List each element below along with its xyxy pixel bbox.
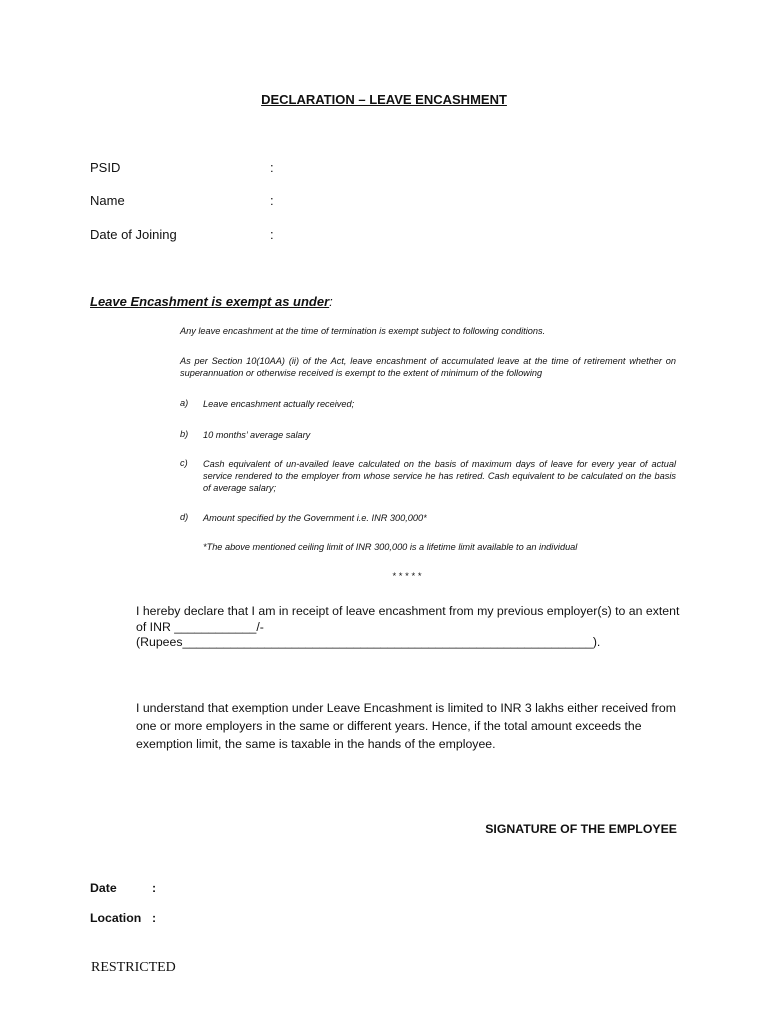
name-label: Name (90, 193, 125, 208)
separator-stars: * * * * * (392, 571, 422, 582)
section-heading-colon: : (329, 294, 333, 309)
document-title: DECLARATION – LEAVE ENCASHMENT (261, 92, 507, 107)
declaration-understanding: I understand that exemption under Leave Encashment is limited to INR 3 lakhs either received from one or more employers in the same or different years. Hence, if the total amount exceeds the exemption limit, the same is taxable in the hands of the employee. (136, 701, 676, 751)
psid-colon: : (270, 160, 274, 175)
date-colon: : (152, 881, 157, 895)
item-b-text: 10 months’ average salary (203, 430, 311, 440)
section-heading-text: Leave Encashment is exempt as under (90, 294, 330, 309)
section-heading (90, 294, 333, 309)
classification-footer: RESTRICTED (91, 960, 176, 975)
ceiling-note: *The above mentioned ceiling limit of INR 300,000 is a lifetime limit available to an individual (203, 542, 578, 552)
date-of-joining-colon: : (270, 227, 274, 242)
date-of-joining-label: Date of Joining (90, 227, 177, 242)
item-c-letter: c) (180, 458, 188, 468)
exemption-intro: Any leave encashment at the time of termination is exempt subject to following conditions. (180, 326, 546, 336)
item-b-letter: b) (180, 429, 189, 439)
section-10-paragraph: As per Section 10(10AA) (ii) of the Act, leave encashment of accumulated leave at the time of retirement whether on superannuation or otherwise received is exempt to the extent of minimum of the following (180, 356, 676, 378)
item-c-text: Cash equivalent of un-availed leave calculated on the basis of maximum days of leave for every year of actual service rendered to the employer from whose service he has retired. Cash equivalent to be calculated on the basis of average salary; (203, 459, 676, 493)
item-a-letter: a) (180, 398, 189, 408)
date-label: Date (90, 881, 117, 895)
location-colon: : (152, 911, 157, 925)
signature-label: SIGNATURE OF THE EMPLOYEE (485, 822, 677, 836)
declaration-receipt: I hereby declare that I am in receipt of leave encashment from my previous employer(s) to an extent of INR ____________/- (Rupees____________________________________________________________). (136, 604, 680, 649)
location-label: Location (90, 911, 142, 925)
item-d-text: Amount specified by the Government i.e. INR 300,000* (203, 513, 427, 523)
name-colon: : (270, 193, 274, 208)
item-a-text: Leave encashment actually received; (203, 399, 355, 409)
item-d-letter: d) (180, 512, 189, 522)
psid-label: PSID (90, 160, 121, 175)
